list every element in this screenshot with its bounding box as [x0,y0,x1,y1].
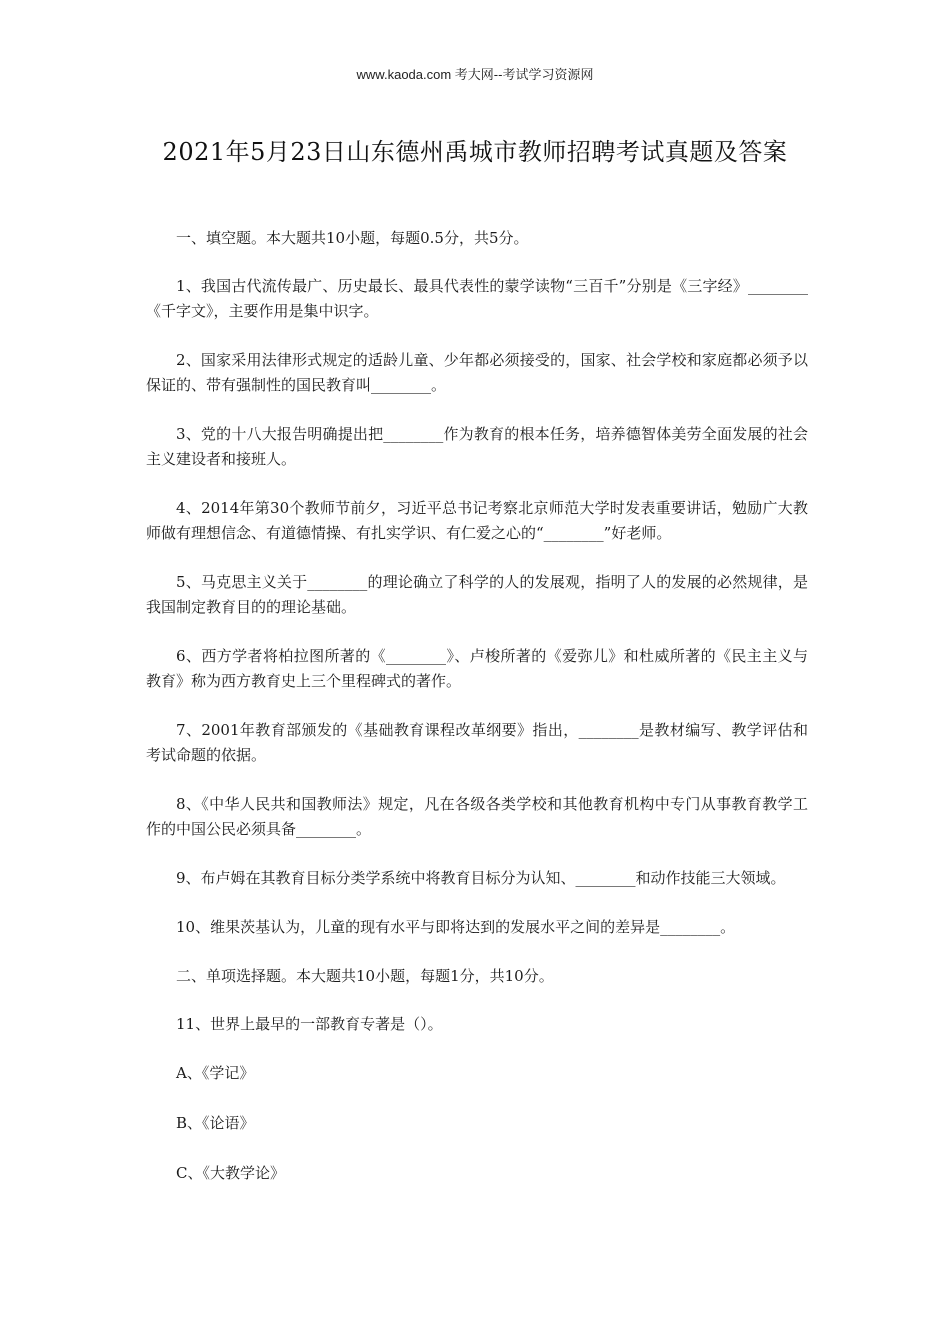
question-8: 8、《中华人民共和国教师法》规定，凡在各级各类学校和其他教育机构中专门从事教育教学工作的中国公民必须具备________。 [146,795,808,838]
question-6: 6、西方学者将柏拉图所著的《________》、卢梭所著的《爱弥儿》和杜威所著的《民主主义与教育》称为西方教育史上三个里程碑式的著作。 [146,647,808,690]
question-3: 3、党的十八大报告明确提出把________作为教育的根本任务，培养德智体美劳全面发展的社会主义建设者和接班人。 [146,425,808,468]
question-2: 2、国家采用法律形式规定的适龄儿童、少年都必须接受的，国家、社会学校和家庭都必须予以保证的、带有强制性的国民教育叫________。 [146,351,808,394]
question-4: 4、2014年第30个教师节前夕，习近平总书记考察北京师范大学时发表重要讲话，勉励广大教师做有理想信念、有道德情操、有扎实学识、有仁爱之心的“________”好老师。 [146,499,808,542]
section-heading-fill-in: 一、填空题。本大题共10小题，每题0.5分，共5分。 [176,229,529,247]
question-9: 9、布卢姆在其教育目标分类学系统中将教育目标分为认知、________和动作技能三大领域。 [176,869,786,887]
question-10: 10、维果茨基认为，儿童的现有水平与即将达到的发展水平之间的差异是________。 [176,918,736,936]
option-b: B、《论语》 [176,1114,255,1132]
option-c: C、《大教学论》 [176,1164,285,1182]
option-a: A、《学记》 [176,1064,255,1082]
document-body [146,226,808,1211]
section-heading-single-choice: 二、单项选择题。本大题共10小题，每题1分，共10分。 [176,967,554,985]
question-7: 7、2001年教育部颁发的《基础教育课程改革纲要》指出，________是教材编写、教学评估和考试命题的依据。 [146,721,808,764]
question-5: 5、马克思主义关于________的理论确立了科学的人的发展观，指明了人的发展的必然规律，是我国制定教育目的的理论基础。 [146,573,808,616]
question-11: 11、世界上最早的一部教育专著是（）。 [176,1015,443,1033]
page-header-site: www.kaoda.com 考大网--考试学习资源网 [356,67,594,82]
question-1: 1、我国古代流传最广、历史最长、最具代表性的蒙学读物“三百千”分别是《三字经》________《千字文》，主要作用是集中识字。 [146,277,808,320]
document-title: 2021年5月23日山东德州禹城市教师招聘考试真题及答案 [162,138,788,166]
